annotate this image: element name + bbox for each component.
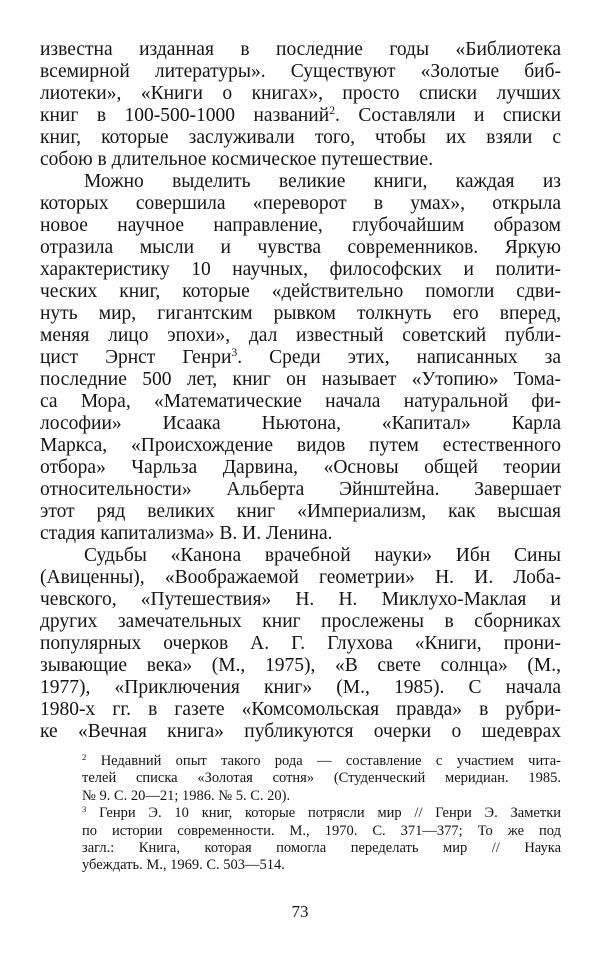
text-line: меняя лицо эпохи», дал известный советский публи- (40, 325, 561, 346)
text-line: этот ряд великих книг «Империализм, как высшая (40, 501, 561, 522)
text-fragment: Недавний опыт такого рода — составление с участием чита- (100, 753, 561, 769)
text-line: известна изданная в последние годы «Библиотека (40, 39, 561, 60)
text-line: (Авиценны), «Воображаемой геометрии» Н. И. Лоба- (40, 567, 561, 588)
footnote-ref-2: 2 (329, 103, 336, 117)
text-line: са Мора, «Математические начала натуральной фи- (40, 391, 561, 412)
text-line: 1977), «Приключения книг» (М., 1985). С начала (40, 677, 561, 698)
text-line: характеристику 10 научных, философских и полити- (40, 259, 561, 280)
text-line (40, 347, 561, 369)
text-line: отбора» Чарльза Дарвина, «Основы общей теории (40, 457, 561, 478)
footnote-line: по истории современности. М., 1970. С. 371—377; То же под (82, 822, 561, 839)
text-line: Судьбы «Канона врачебной науки» Ибн Сины (84, 545, 561, 566)
text-fragment: цист Эрнст Генри (40, 347, 232, 368)
text-line: ческих книг, которые «действительно помогли сдви- (40, 281, 561, 302)
text-line: относительности» Альберта Эйнштейна. Завершает (40, 479, 561, 500)
page-number: 73 (291, 902, 309, 921)
footnote-line: загл.: Книга, которая помогла переделать мир // Наука (82, 839, 561, 856)
text-line: зывающие века» (М., 1975), «В свете солнца» (М., (40, 655, 561, 676)
text-line: популярных очерков А. Г. Глухова «Книги, прони- (40, 633, 561, 654)
text-line: чевского, «Путешествия» Н. Н. Миклухо-Маклая и (40, 589, 561, 610)
text-line: других замечательных книг прослежены в сборниках (40, 611, 561, 632)
text-line: ке «Вечная книга» публикуются очерки о шедеврах (40, 721, 561, 742)
text-line: лиотеки», «Книги о книгах», просто списки лучших (40, 83, 561, 104)
footnote-line (82, 753, 561, 770)
text-fragment: книг в 100-500-1000 названий (40, 105, 330, 126)
text-line: стадия капитализма» В. И. Ленина. (40, 523, 333, 544)
text-line: нуть мир, гигантским рывком толкнуть его вперед, (40, 303, 561, 324)
text-line: собою в длительное космическое путешествие. (40, 149, 434, 170)
text-line: книг, которые заслуживали того, чтобы их взяли с (40, 127, 561, 148)
body-text (40, 39, 561, 743)
text-line: всемирной литературы». Существуют «Золотые биб- (40, 61, 561, 82)
text-line: отразила мысли и чувства современников. Яркую (40, 237, 561, 258)
footnote-line: № 9. С. 20—21; 1986. № 5. С. 20). (82, 787, 291, 804)
text-fragment: Генри Э. 10 книг, которые потрясли мир // Генри Э. Заметки (99, 805, 561, 822)
text-line: которых совершила «переворот в умах», открыла (40, 193, 561, 214)
text-line: Маркса, «Происхождение видов путем естественного (40, 435, 561, 456)
text-line (40, 105, 561, 127)
footnote-mark: 2 (82, 751, 87, 762)
text-fragment: . Составляли и списки (335, 105, 561, 126)
footnote-ref-3: 3 (231, 345, 238, 359)
text-line: 1980-х гг. в газете «Комсомольская правда» в рубри- (40, 699, 561, 720)
footnote-line: убеждать. М., 1969. С. 503—514. (82, 857, 285, 874)
footnote-line (82, 805, 561, 822)
text-line: лософии» Исаака Ньютона, «Капитал» Карла (40, 413, 561, 434)
footnote-line: телей списка «Золотая сотня» (Студенческий меридиан. 1985. (82, 770, 561, 787)
footnotes (82, 753, 561, 875)
text-line: Можно выделить великие книги, каждая из (84, 171, 561, 192)
text-line: последние 500 лет, книг он называет «Утопию» Тома- (40, 369, 561, 390)
text-line: новое научное направление, глубочайшим образом (40, 215, 561, 236)
footnote-mark: 3 (82, 803, 87, 814)
text-fragment: . Среди этих, написанных за (237, 347, 561, 368)
